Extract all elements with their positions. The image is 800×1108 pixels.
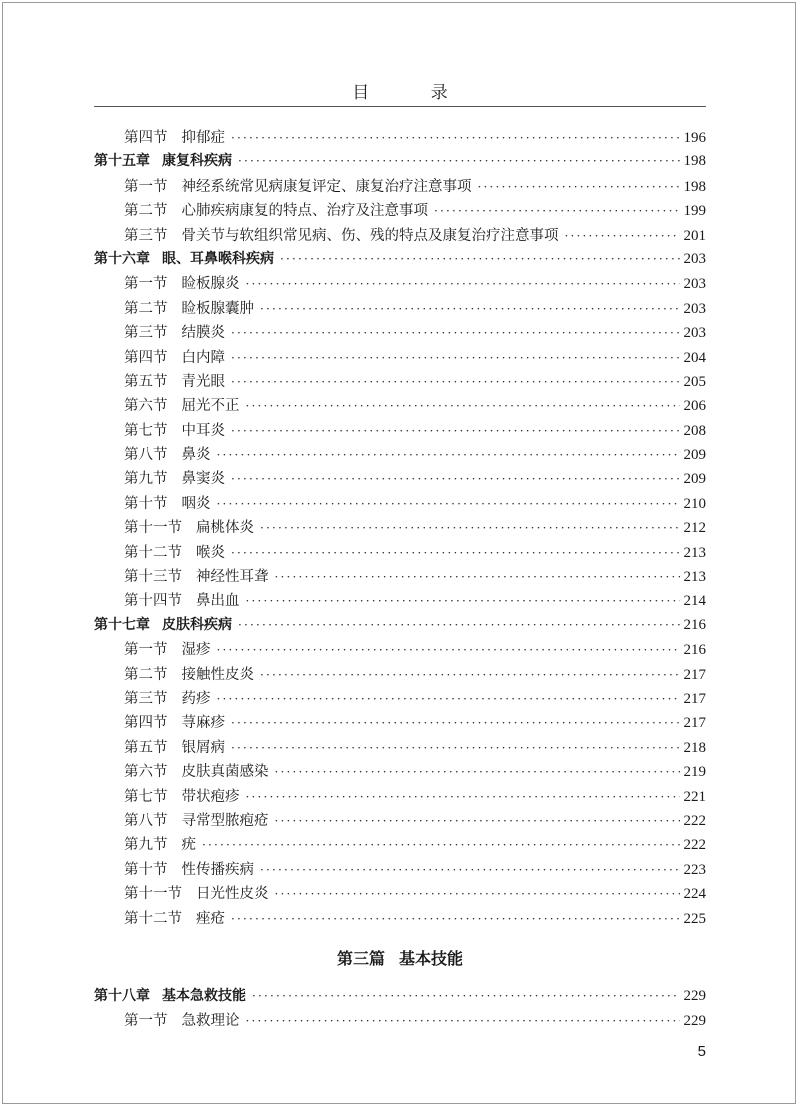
toc-entry-page: 213 [683,569,706,586]
dot-leader [275,887,680,901]
toc-entry-title: 湿疹 [181,642,211,659]
dot-leader [238,154,680,168]
toc-entry-page: 229 [683,1013,706,1030]
toc-entry-title: 接触性皮炎 [181,666,254,683]
toc-entry-label: 第一节 [124,178,168,195]
toc-entry-label: 第一节 [124,1013,168,1030]
toc-entry-title: 基本急救技能 [162,988,246,1004]
toc-entry-page: 218 [683,739,706,756]
toc-entry-label: 第四节 [124,130,168,146]
dot-leader [275,570,680,584]
toc-entry-page: 224 [683,886,706,903]
toc-entry-page: 209 [683,447,706,464]
toc-entry-page: 204 [683,349,706,366]
toc-section-entry[interactable] [94,492,706,516]
dot-leader [434,204,680,218]
part-label: 第三篇 [336,949,385,968]
toc-chapter-entry[interactable] [94,248,706,272]
toc-entry-title: 鼻窦炎 [181,471,225,488]
dot-leader [246,790,680,804]
toc-entry-label: 第二节 [124,300,168,317]
dot-leader [275,814,680,828]
dot-leader [260,521,680,535]
toc-entry-page: 217 [683,715,706,732]
dot-leader [238,618,680,632]
toc-entry-title: 神经系统常见病康复评定、康复治疗注意事项 [181,178,472,195]
toc-entry-title: 喉炎 [196,544,225,561]
dot-leader [275,765,680,779]
toc-entry-label: 第十节 [124,495,168,512]
toc-entry-page: 198 [683,178,706,195]
toc-entry-label: 第八节 [124,812,168,829]
toc-entry-title: 性传播疾病 [181,861,254,878]
toc-entry-title: 疣 [181,837,196,854]
toc-section-entry[interactable] [94,199,706,223]
toc-entry-title: 日光性皮炎 [196,886,269,903]
dot-leader [252,989,680,1003]
dot-leader [260,302,680,316]
toc-section-entry[interactable] [94,516,706,540]
toc-section-entry[interactable] [94,175,706,199]
toc-entry-label: 第十一节 [124,886,182,903]
toc-entry-title: 眼、耳鼻喉科疾病 [162,250,274,267]
toc-entry-title: 药疹 [181,690,211,707]
toc-section-entry[interactable] [94,858,706,882]
toc-section-entry[interactable] [94,711,706,735]
toc-entry-title: 咽炎 [181,495,211,512]
dot-leader [246,277,680,291]
header-rule [94,106,706,107]
dot-leader [231,716,680,730]
toc-entry-label: 第一节 [124,276,168,293]
toc-entry-page: 203 [683,250,706,267]
toc-entry-page: 198 [683,153,706,170]
toc-section-entry[interactable] [94,394,706,418]
toc-entry-page: 206 [683,398,706,415]
toc-entry-label: 第十六章 [94,250,150,267]
toc-entry-title: 寻常型脓疱疮 [181,812,269,829]
toc-section-entry[interactable] [94,833,706,857]
toc-entry-page: 210 [683,495,706,512]
toc-entry-page: 203 [683,300,706,317]
table-of-contents-part-3 [94,985,706,1034]
toc-entry-title: 扁桃体炎 [196,520,254,537]
toc-entry-page: 209 [683,471,706,488]
toc-entry-title: 鼻出血 [196,593,240,610]
toc-entry-title: 鼻炎 [181,447,211,464]
dot-leader [231,912,680,926]
toc-entry-page: 217 [683,666,706,683]
toc-section-entry[interactable] [94,907,706,931]
toc-entry-title: 急救理论 [181,1013,240,1030]
toc-entry-label: 第五节 [124,373,168,390]
toc-entry-page: 223 [683,861,706,878]
toc-section-entry[interactable] [94,321,706,345]
toc-entry-page: 196 [683,130,706,146]
toc-section-entry[interactable] [94,126,706,150]
toc-entry-label: 第二节 [124,666,168,683]
toc-entry-title: 带状疱疹 [181,788,240,805]
dot-leader [260,863,680,877]
toc-entry-label: 第二节 [124,203,168,220]
toc-entry-page: 229 [683,988,706,1004]
toc-section-entry[interactable] [94,419,706,443]
toc-entry-title: 青光眼 [181,373,225,390]
dot-leader [478,180,680,194]
toc-entry-page: 199 [683,203,706,220]
toc-section-entry[interactable] [94,736,706,760]
toc-entry-page: 208 [683,422,706,439]
toc-entry-page: 201 [683,227,706,244]
toc-section-entry[interactable] [94,346,706,370]
toc-entry-page: 222 [683,812,706,829]
toc-entry-title: 康复科疾病 [162,153,232,170]
table-of-contents [94,126,706,931]
toc-entry-title: 睑板腺炎 [181,276,240,293]
toc-entry-page: 212 [683,520,706,537]
toc-entry-label: 第三节 [124,690,168,707]
dot-leader [246,594,680,608]
toc-entry-label: 第十二节 [124,544,182,561]
dot-leader [231,375,680,389]
toc-entry-label: 第九节 [124,471,168,488]
dot-leader [217,497,680,511]
toc-entry-title: 睑板腺囊肿 [181,300,254,317]
toc-entry-page: 222 [683,837,706,854]
toc-entry-label: 第十八章 [94,988,150,1004]
toc-entry-label: 第四节 [124,715,168,732]
toc-entry-label: 第七节 [124,422,168,439]
toc-entry-label: 第四节 [124,349,168,366]
dot-leader [231,424,680,438]
toc-section-entry[interactable] [94,785,706,809]
toc-entry-title: 中耳炎 [181,422,225,439]
page-number: 5 [697,1043,706,1060]
toc-chapter-entry[interactable] [94,614,706,638]
toc-entry-title: 结膜炎 [181,325,225,342]
toc-entry-label: 第十四节 [124,593,182,610]
toc-entry-label: 第一节 [124,642,168,659]
toc-section-entry[interactable] [94,589,706,613]
toc-entry-label: 第十二节 [124,910,182,927]
toc-section-entry[interactable] [94,663,706,687]
dot-leader [280,252,680,266]
toc-entry-label: 第九节 [124,837,168,854]
toc-entry-label: 第三节 [124,227,168,244]
toc-entry-title: 白内障 [181,349,225,366]
dot-leader [217,643,680,657]
toc-section-entry[interactable] [94,882,706,906]
toc-entry-label: 第十一节 [124,520,182,537]
toc-entry-label: 第六节 [124,764,168,781]
toc-entry-label: 第七节 [124,788,168,805]
toc-entry-title: 抑郁症 [181,130,225,146]
toc-entry-page: 213 [683,544,706,561]
dot-leader [202,838,680,852]
toc-entry-title: 屈光不正 [181,398,240,415]
part-title: 基本技能 [399,949,464,968]
toc-entry-page: 203 [683,325,706,342]
toc-entry-page: 216 [683,616,706,633]
part-heading [0,946,800,969]
toc-entry-label: 第三节 [124,325,168,342]
toc-section-entry[interactable] [94,443,706,467]
toc-entry-title: 银屑病 [181,739,225,756]
toc-section-entry[interactable] [94,638,706,662]
toc-entry-label: 第十七章 [94,616,150,633]
toc-section-entry[interactable] [94,760,706,784]
toc-entry-title: 心肺疾病康复的特点、治疗及注意事项 [181,203,428,220]
toc-entry-label: 第十节 [124,861,168,878]
toc-section-entry[interactable] [94,224,706,248]
toc-entry-title: 皮肤科疾病 [162,616,232,633]
dot-leader [231,546,680,560]
toc-section-entry[interactable] [94,370,706,394]
toc-chapter-entry[interactable] [94,985,706,1009]
dot-leader [231,131,680,145]
toc-entry-title: 荨麻疹 [181,715,225,732]
toc-section-entry[interactable] [94,565,706,589]
dot-leader [231,472,680,486]
dot-leader [246,1014,680,1028]
dot-leader [231,741,680,755]
toc-section-entry[interactable] [94,541,706,565]
toc-section-entry[interactable] [94,809,706,833]
toc-section-entry[interactable] [94,297,706,321]
toc-entry-title: 皮肤真菌感染 [181,764,269,781]
toc-entry-page: 217 [683,690,706,707]
toc-entry-title: 骨关节与软组织常见病、伤、残的特点及康复治疗注意事项 [181,227,559,244]
dot-leader [565,229,680,243]
toc-entry-label: 第八节 [124,447,168,464]
toc-chapter-entry[interactable] [94,150,706,174]
toc-entry-title: 神经性耳聋 [196,569,269,586]
dot-leader [217,692,680,706]
toc-entry-title: 痤疮 [196,910,225,927]
page-header-title: 目 录 [352,83,476,103]
toc-entry-page: 216 [683,642,706,659]
toc-entry-page: 219 [683,764,706,781]
dot-leader [217,448,680,462]
toc-section-entry[interactable] [94,687,706,711]
toc-entry-label: 第六节 [124,398,168,415]
toc-section-entry[interactable] [94,272,706,296]
toc-entry-label: 第十三节 [124,569,182,586]
toc-entry-label: 第十五章 [94,153,150,170]
toc-entry-page: 225 [683,910,706,927]
toc-section-entry[interactable] [94,467,706,491]
toc-entry-page: 214 [683,593,706,610]
dot-leader [231,326,680,340]
toc-entry-page: 203 [683,276,706,293]
toc-entry-page: 221 [683,788,706,805]
dot-leader [231,351,680,365]
dot-leader [260,668,680,682]
toc-section-entry[interactable] [94,1009,706,1033]
toc-entry-label: 第五节 [124,739,168,756]
dot-leader [246,399,680,413]
toc-entry-page: 205 [683,373,706,390]
